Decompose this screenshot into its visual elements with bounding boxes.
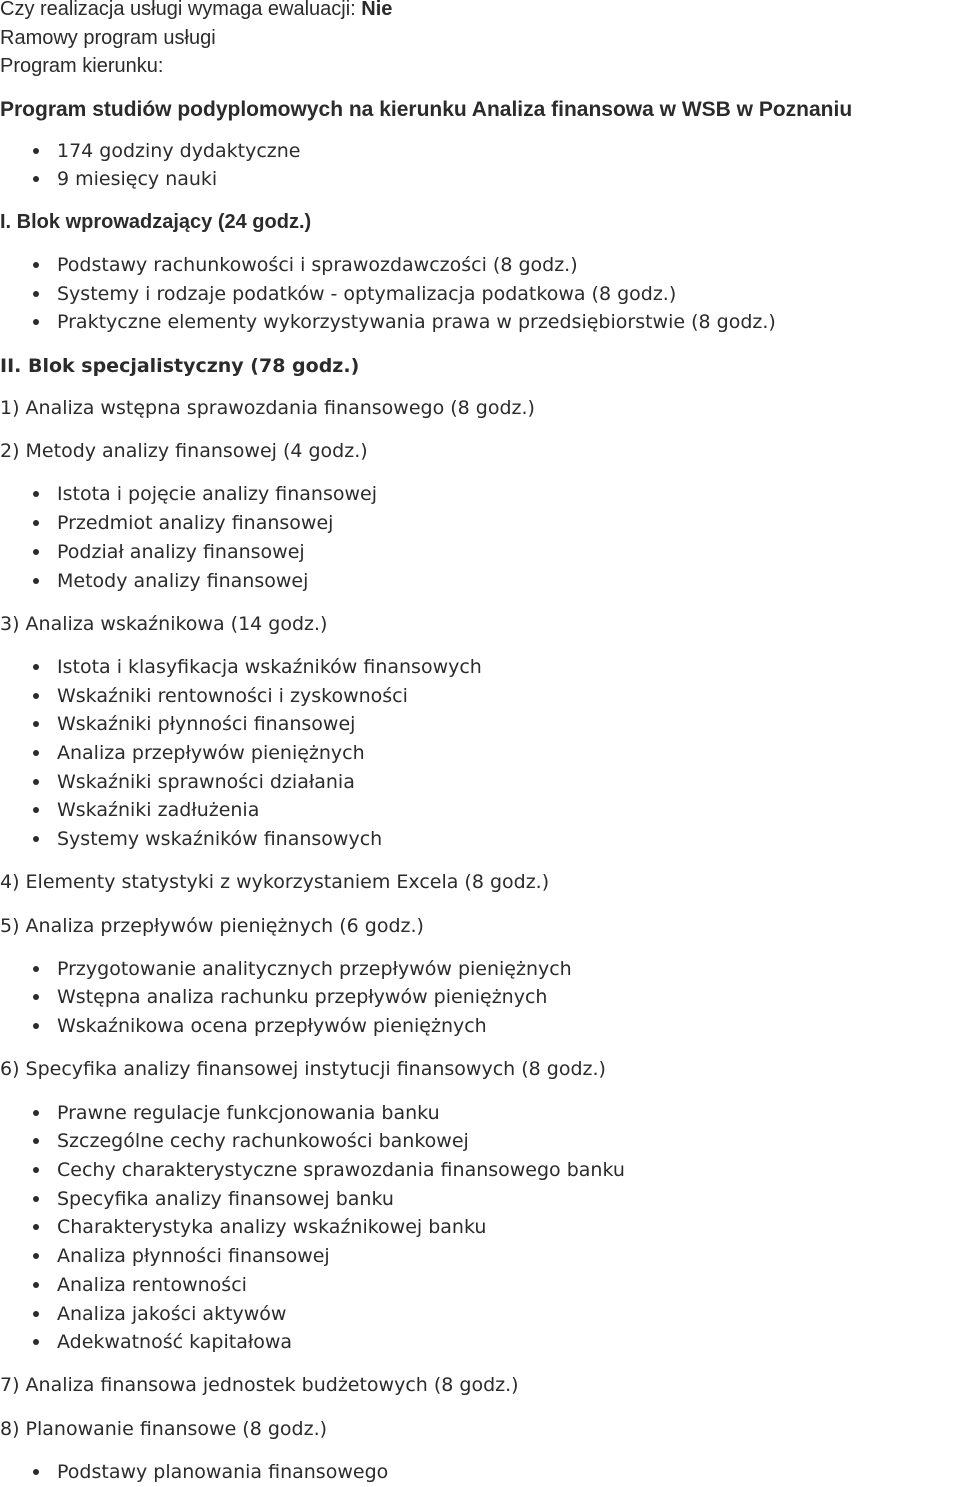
list-item: Charakterystyka analizy wskaźnikowej banku xyxy=(0,1213,960,1242)
bullet-icon xyxy=(33,836,39,842)
bullet-icon xyxy=(33,1339,39,1345)
module1-title: 1) Analiza wstępna sprawozdania finansowego (8 godz.) xyxy=(0,397,535,420)
list-item: Cechy charakterystyczne sprawozdania finansowego banku xyxy=(0,1156,960,1185)
bullet-icon xyxy=(33,1469,39,1475)
framework-label: Ramowy program usługi xyxy=(0,26,216,49)
bullet-icon xyxy=(33,1253,39,1259)
bullet-icon xyxy=(33,750,39,756)
evaluation-line xyxy=(0,0,960,24)
list-item: Analiza jakości aktywów xyxy=(0,1300,960,1329)
list-item: Podstawy planowania finansowego xyxy=(0,1458,960,1487)
list-item: Praktyczne elementy wykorzystywania prawa w przedsiębiorstwie (8 godz.) xyxy=(0,308,960,337)
bullet-icon xyxy=(33,994,39,1000)
bullet-icon xyxy=(33,491,39,497)
bullet-icon xyxy=(33,1196,39,1202)
module2-list xyxy=(0,480,960,595)
bullet-icon xyxy=(33,1023,39,1029)
bullet-icon xyxy=(33,520,39,526)
list-item: Istota i klasyfikacja wskaźników finansowych xyxy=(0,653,960,682)
module5-list xyxy=(0,955,960,1041)
bullet-icon xyxy=(33,721,39,727)
bullet-icon xyxy=(33,1110,39,1116)
list-item: Analiza przepływów pieniężnych xyxy=(0,739,960,768)
list-item: Systemy i rodzaje podatków - optymalizacja podatkowa (8 godz.) xyxy=(0,280,960,309)
list-item: Wskaźniki zadłużenia xyxy=(0,796,960,825)
block2-heading: II. Blok specjalistyczny (78 godz.) xyxy=(0,354,360,377)
list-item: Wskaźniki rentowności i zyskowności xyxy=(0,682,960,711)
module7-title: 7) Analiza finansowa jednostek budżetowych (8 godz.) xyxy=(0,1374,519,1397)
list-item: 9 miesięcy nauki xyxy=(0,165,960,194)
bullet-icon xyxy=(33,578,39,584)
module8-title: 8) Planowanie finansowe (8 godz.) xyxy=(0,1417,328,1440)
bullet-icon xyxy=(33,693,39,699)
list-item: Metody analizy finansowej xyxy=(0,567,960,596)
bullet-icon xyxy=(33,262,39,268)
bullet-icon xyxy=(33,549,39,555)
bullet-icon xyxy=(33,1167,39,1173)
list-item: Istota i pojęcie analizy finansowej xyxy=(0,480,960,509)
list-item: Systemy wskaźników finansowych xyxy=(0,825,960,854)
bullet-icon xyxy=(33,966,39,972)
bullet-icon xyxy=(33,319,39,325)
block1-list xyxy=(0,251,960,337)
list-item: Adekwatność kapitałowa xyxy=(0,1328,960,1357)
list-item: Wskaźniki sprawności działania xyxy=(0,768,960,797)
module3-title: 3) Analiza wskaźnikowa (14 godz.) xyxy=(0,612,328,635)
list-item: Wstępna analiza rachunku przepływów pieniężnych xyxy=(0,983,960,1012)
bullet-icon xyxy=(33,176,39,182)
list-item: Analiza rentowności xyxy=(0,1271,960,1300)
list-item: Przedmiot analizy finansowej xyxy=(0,509,960,538)
bullet-icon xyxy=(33,1138,39,1144)
module4-title: 4) Elementy statystyki z wykorzystaniem Excela (8 godz.) xyxy=(0,871,550,894)
summary-list xyxy=(0,137,960,194)
module8-list xyxy=(0,1458,960,1487)
program-label: Program kierunku: xyxy=(0,55,164,77)
bullet-icon xyxy=(33,1282,39,1288)
list-item: 174 godziny dydaktyczne xyxy=(0,137,960,166)
module6-list xyxy=(0,1099,960,1357)
bullet-icon xyxy=(33,1224,39,1230)
list-item: Podstawy rachunkowości i sprawozdawczości (8 godz.) xyxy=(0,251,960,280)
list-item: Wskaźniki płynności finansowej xyxy=(0,710,960,739)
bullet-icon xyxy=(33,148,39,154)
bullet-icon xyxy=(33,664,39,670)
list-item: Wskaźnikowa ocena przepływów pieniężnych xyxy=(0,1012,960,1041)
module2-title: 2) Metody analizy finansowej (4 godz.) xyxy=(0,440,368,463)
list-item: Szczególne cechy rachunkowości bankowej xyxy=(0,1127,960,1156)
list-item: Prawne regulacje funkcjonowania banku xyxy=(0,1099,960,1128)
bullet-icon xyxy=(33,807,39,813)
list-item: Podział analizy finansowej xyxy=(0,538,960,567)
evaluation-value: Nie xyxy=(361,0,393,20)
list-item: Przygotowanie analitycznych przepływów pieniężnych xyxy=(0,955,960,984)
program-title: Program studiów podyplomowych na kierunku Analiza finansowa w WSB w Poznaniu xyxy=(0,97,853,121)
block1-heading: I. Blok wprowadzający (24 godz.) xyxy=(0,211,312,234)
list-item: Analiza płynności finansowej xyxy=(0,1242,960,1271)
evaluation-label: Czy realizacja usługi wymaga ewaluacji: xyxy=(0,0,356,20)
module3-list xyxy=(0,653,960,854)
module5-title: 5) Analiza przepływów pieniężnych (6 godz.) xyxy=(0,914,424,937)
list-item: Specyfika analizy finansowej banku xyxy=(0,1185,960,1214)
bullet-icon xyxy=(33,291,39,297)
module6-title: 6) Specyfika analizy finansowej instytucji finansowych (8 godz.) xyxy=(0,1058,606,1081)
bullet-icon xyxy=(33,779,39,785)
bullet-icon xyxy=(33,1311,39,1317)
